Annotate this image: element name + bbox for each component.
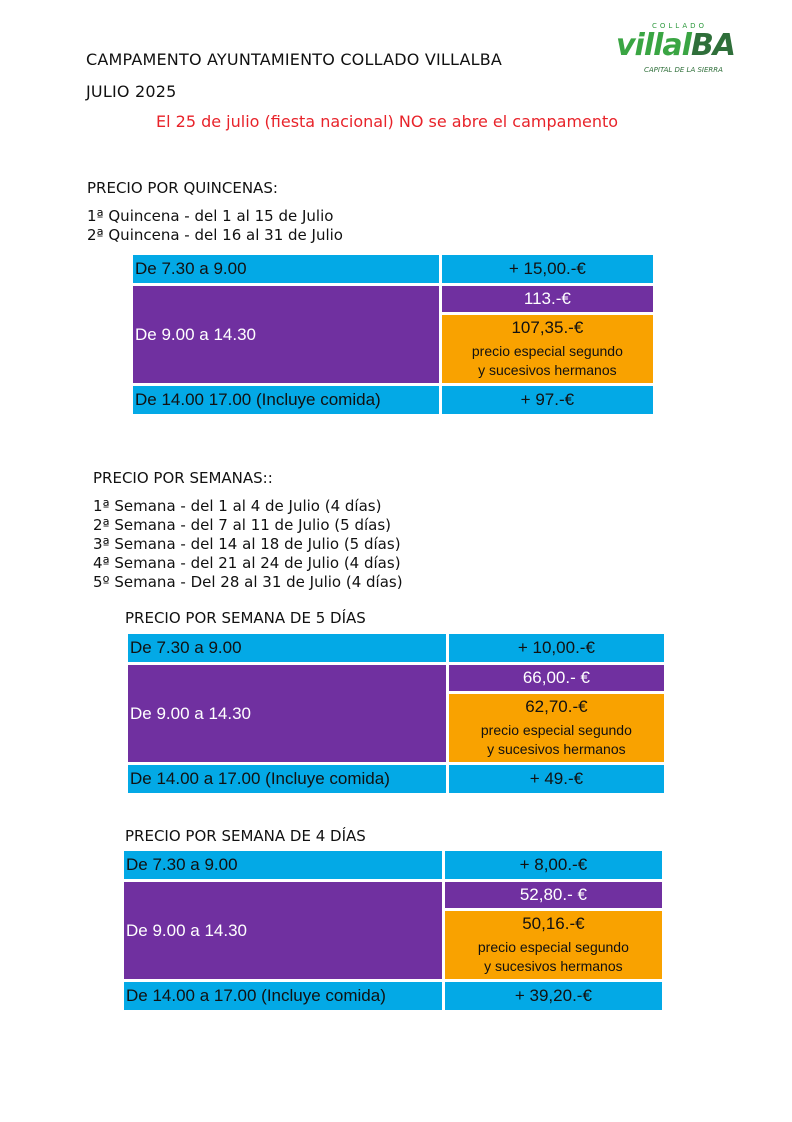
list-item: 5º Semana - Del 28 al 31 de Julio (4 días) bbox=[93, 573, 403, 591]
quincenas-list bbox=[87, 207, 343, 245]
list-item: 1ª Quincena - del 1 al 15 de Julio bbox=[87, 207, 334, 225]
row-price: + 15,00.-€ bbox=[442, 255, 653, 283]
logo-name-a: villal bbox=[616, 28, 691, 63]
note-line: precio especial segundo bbox=[471, 343, 623, 359]
row-label: De 9.00 a 14.30 bbox=[133, 286, 439, 383]
row-price: + 39,20.-€ bbox=[445, 982, 662, 1010]
note-line: precio especial segundo bbox=[477, 939, 629, 955]
list-item: 4ª Semana - del 21 al 24 de Julio (4 días) bbox=[93, 554, 401, 572]
note-line: precio especial segundo bbox=[480, 722, 632, 738]
row-label: De 14.00 a 17.00 (Incluye comida) bbox=[124, 982, 442, 1010]
row-label: De 9.00 a 14.30 bbox=[124, 882, 442, 979]
note-line: y sucesivos hermanos bbox=[484, 958, 623, 974]
document-title: CAMPAMENTO AYUNTAMIENTO COLLADO VILLALBA bbox=[86, 50, 503, 69]
row-label: De 7.30 a 9.00 bbox=[133, 255, 439, 283]
special-price: 50,16.-€ bbox=[522, 914, 585, 933]
table-row bbox=[124, 851, 662, 879]
row-price: + 10,00.-€ bbox=[449, 634, 664, 662]
row-price: + 97.-€ bbox=[442, 386, 653, 414]
logo-top-text: COLLADO bbox=[652, 22, 708, 30]
table-row bbox=[133, 255, 653, 283]
list-item: 2ª Semana - del 7 al 11 de Julio (5 días) bbox=[93, 516, 392, 534]
list-item: 2ª Quincena - del 16 al 31 de Julio bbox=[87, 226, 343, 244]
quincenas-price-table bbox=[130, 252, 656, 417]
logo-name bbox=[616, 28, 735, 63]
semana4-heading: PRECIO POR SEMANA DE 4 DÍAS bbox=[125, 827, 366, 845]
special-price-cell bbox=[445, 911, 662, 979]
logo-tagline: CAPITAL DE LA SIERRA bbox=[644, 66, 723, 74]
villalba-logo bbox=[612, 22, 747, 82]
row-price: + 8,00.-€ bbox=[445, 851, 662, 879]
special-price-cell bbox=[442, 315, 653, 383]
list-item: 3ª Semana - del 14 al 18 de Julio (5 días) bbox=[93, 535, 401, 553]
semana5-heading: PRECIO POR SEMANA DE 5 DÍAS bbox=[125, 609, 366, 627]
table-row bbox=[128, 634, 664, 662]
special-price: 107,35.-€ bbox=[511, 318, 584, 337]
table-row bbox=[124, 982, 662, 1010]
quincenas-heading: PRECIO POR QUINCENAS: bbox=[87, 179, 278, 197]
row-label: De 7.30 a 9.00 bbox=[128, 634, 446, 662]
row-price: + 49.-€ bbox=[449, 765, 664, 793]
special-price-cell bbox=[449, 694, 664, 762]
semana5-price-table bbox=[125, 631, 667, 796]
row-label: De 7.30 a 9.00 bbox=[124, 851, 442, 879]
row-price: 113.-€ bbox=[442, 286, 653, 312]
semana4-price-table bbox=[121, 848, 665, 1013]
special-price-note bbox=[451, 721, 662, 759]
row-price: 66,00.- € bbox=[449, 665, 664, 691]
document-subtitle: JULIO 2025 bbox=[86, 82, 177, 101]
row-label: De 14.00 17.00 (Incluye comida) bbox=[133, 386, 439, 414]
list-item: 1ª Semana - del 1 al 4 de Julio (4 días) bbox=[93, 497, 382, 515]
note-line: y sucesivos hermanos bbox=[478, 362, 617, 378]
holiday-notice: El 25 de julio (fiesta nacional) NO se abre el campamento bbox=[156, 112, 619, 131]
row-price: 52,80.- € bbox=[445, 882, 662, 908]
semanas-list bbox=[93, 497, 403, 592]
special-price: 62,70.-€ bbox=[525, 697, 588, 716]
table-row bbox=[124, 882, 662, 908]
semanas-heading: PRECIO POR SEMANAS:: bbox=[93, 469, 273, 487]
table-row bbox=[128, 765, 664, 793]
row-label: De 9.00 a 14.30 bbox=[128, 665, 446, 762]
table-row bbox=[128, 665, 664, 691]
logo-name-b: BA bbox=[690, 28, 736, 63]
special-price-note bbox=[444, 342, 651, 380]
row-label: De 14.00 a 17.00 (Incluye comida) bbox=[128, 765, 446, 793]
note-line: y sucesivos hermanos bbox=[487, 741, 626, 757]
special-price-note bbox=[447, 938, 660, 976]
table-row bbox=[133, 386, 653, 414]
table-row bbox=[133, 286, 653, 312]
